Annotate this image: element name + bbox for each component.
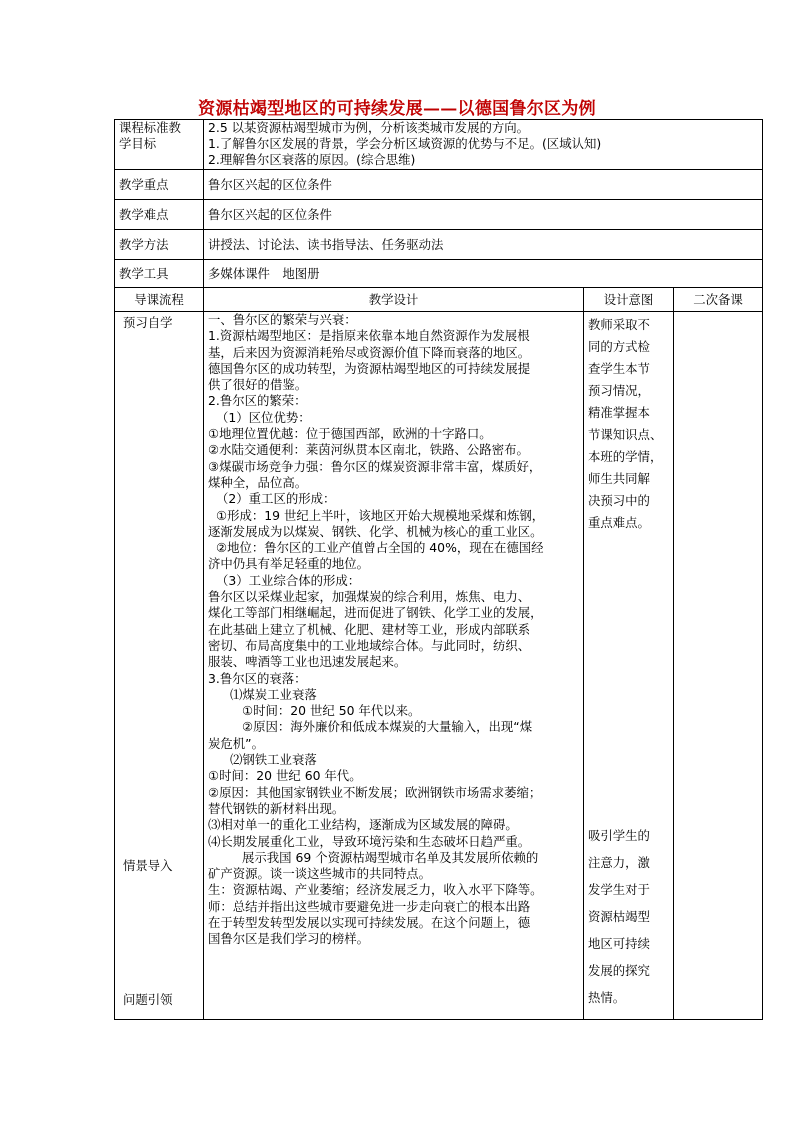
design-line: 密切、布局高度集中的工业地域综合体。与此同时，纺织、 (208, 637, 531, 653)
info-row-difficulty (115, 200, 763, 230)
info-row-key-point (115, 170, 763, 200)
intent-line: 吸引学生的 (588, 828, 650, 843)
design-line: ①时间：20 世纪 60 年代。 (208, 768, 362, 784)
intent-column (584, 312, 674, 1020)
design-line: 在此基础上建立了机械、化肥、建材等工业，形成内部联系 (208, 621, 531, 637)
flow-step-scenario: 情景导入 (123, 858, 173, 873)
design-line: （2）重工区的形成： (216, 491, 336, 507)
design-column (204, 312, 584, 1020)
second-prep-header: 二次备课 (674, 288, 763, 312)
content-row (115, 312, 763, 1020)
design-line: 国鲁尔区是我们学习的榜样。 (208, 931, 370, 947)
design-line: ⑶相对单一的重化工业结构，逐渐成为区域发展的障碍。 (208, 817, 518, 833)
difficulty-label: 教学难点 (115, 200, 204, 230)
design-line: ②地位：鲁尔区的工业产值曾占全国的 40%，现在在德国经 (216, 540, 544, 556)
design-line: 基，后来因为资源消耗殆尽或资源价值下降而衰落的地区。 (208, 344, 531, 360)
intent-line: 注意力，激 (588, 855, 650, 870)
design-line: 一、鲁尔区的繁荣与兴衰： (208, 312, 357, 327)
design-line: ⑷长期发展重化工业，导致环境污染和生态破坏日趋严重。 (208, 833, 531, 849)
tools-content: 多媒体课件 地图册 (204, 260, 763, 288)
design-line: 鲁尔区以采煤业起家，加强煤炭的综合利用，炼焦、电力、 (208, 589, 531, 605)
intent-line: 资源枯竭型 (588, 909, 650, 924)
intent-line: 发学生对于 (588, 882, 650, 897)
intent-line: 发展的探究 (588, 963, 650, 978)
intent-line: 教师采取不 (588, 317, 650, 332)
objectives-label-line: 课程标准教 (119, 120, 181, 135)
flow-step-preview: 预习自学 (123, 315, 173, 330)
design-line: （3）工业综合体的形成： (216, 572, 361, 588)
design-line: 德国鲁尔区的成功转型，为资源枯竭型地区的可持续发展提 (208, 360, 531, 376)
intent-header: 设计意图 (584, 288, 674, 312)
intent-line: 同的方式检 (588, 339, 650, 354)
objectives-line: 1.了解鲁尔区发展的背景，学会分析区域资源的优势与不足。(区域认知) (208, 136, 602, 151)
intent-line: 查学生本节 (588, 361, 650, 376)
intent-line: 师生共同解 (588, 471, 650, 486)
design-line: 济中仍具有举足轻重的地位。 (208, 556, 370, 572)
design-line: ③煤碳市场竞争力强：鲁尔区的煤炭资源非常丰富，煤质好， (208, 458, 542, 474)
key-point-content: 鲁尔区兴起的区位条件 (204, 170, 763, 200)
flow-column (115, 312, 204, 1020)
design-line: 生：资源枯竭、产业萎缩；经济发展乏力，收入水平下降等。 (208, 882, 543, 898)
design-line: 2.鲁尔区的繁荣： (208, 393, 307, 409)
info-row-objectives (115, 120, 763, 170)
tools-label: 教学工具 (115, 260, 204, 288)
design-line: 服装、啤酒等工业也迅速发展起来。 (208, 654, 407, 670)
intent-line: 地区可持续 (588, 936, 650, 951)
header-row (115, 288, 763, 312)
design-line: ⑵钢铁工业衰落 (230, 752, 317, 768)
objectives-label-line: 学目标 (119, 136, 157, 151)
design-line: 替代钢铁的新材料出现。 (208, 800, 345, 816)
design-line: 供了很好的借鉴。 (208, 377, 308, 393)
objectives-content (204, 120, 763, 170)
design-line: 煤种全，品位高。 (208, 474, 308, 490)
objectives-label (115, 120, 204, 170)
design-line: 1.资源枯竭型地区：是指原来依靠本地自然资源作为发展根 (208, 328, 530, 344)
method-label: 教学方法 (115, 230, 204, 260)
page-title: 资源枯竭型地区的可持续发展——以德国鲁尔区为例 (198, 99, 596, 119)
lesson-plan-table (114, 119, 763, 1020)
intent-line: 决预习中的 (588, 493, 650, 508)
design-line: 矿产资源。谈一谈这些城市的共同特点。 (208, 866, 432, 882)
flow-header: 导课流程 (115, 288, 204, 312)
info-row-tools (115, 260, 763, 288)
flow-step-question: 问题引领 (123, 992, 173, 1007)
intent-block-scenario (588, 822, 669, 1011)
design-line: 展示我国 69 个资源枯竭型城市名单及其发展所依赖的 (242, 849, 539, 865)
design-line: ①时间：20 世纪 50 年代以来。 (242, 703, 421, 719)
design-line: 逐渐发展成为以煤炭、钢铁、化学、机械为核心的重工业区。 (208, 523, 543, 539)
design-line: 炭危机”。 (208, 735, 264, 751)
objectives-line: 2.5 以某资源枯竭型城市为例，分析该类城市发展的方向。 (208, 120, 530, 135)
intent-line: 预习情况， (588, 383, 650, 398)
design-line: ②水陆交通便利：莱茵河纵贯本区南北，铁路、公路密布。 (208, 442, 529, 458)
second-prep-column (674, 312, 763, 1020)
intent-block-preview (588, 314, 669, 534)
design-line: 煤化工等部门相继崛起，进而促进了钢铁、化学工业的发展， (208, 605, 543, 621)
objectives-line: 2.理解鲁尔区衰落的原因。(综合思维) (208, 152, 416, 167)
design-line: ①地理位置优越：位于德国西部，欧洲的十字路口。 (208, 426, 492, 442)
design-header: 教学设计 (204, 288, 584, 312)
key-point-label: 教学重点 (115, 170, 204, 200)
method-content: 讲授法、讨论法、读书指导法、任务驱动法 (204, 230, 763, 260)
design-line: （1）区位优势： (216, 409, 311, 425)
design-line: 3.鲁尔区的衰落： (208, 670, 307, 686)
intent-line: 重点难点。 (588, 515, 650, 530)
design-line: ⑴煤炭工业衰落 (230, 686, 317, 702)
design-line: ②原因：海外廉价和低成本煤炭的大量输入，出现“煤 (242, 719, 533, 735)
intent-line: 热情。 (588, 990, 626, 1005)
intent-line: 本班的学情， (588, 449, 663, 464)
difficulty-content: 鲁尔区兴起的区位条件 (204, 200, 763, 230)
info-row-method (115, 230, 763, 260)
design-line: 在于转型发转型发展以实现可持续发展。在这个问题上，德 (208, 914, 531, 930)
design-line: ②原因：其他国家钢铁业不断发展；欧洲钢铁市场需求萎缩； (208, 784, 542, 800)
intent-line: 节课知识点、 (588, 427, 663, 442)
design-line: ①形成：19 世纪上半叶，该地区开始大规模地采煤和炼钢， (216, 507, 545, 523)
intent-line: 精准掌握本 (588, 405, 650, 420)
design-line: 师：总结并指出这些城市要避免进一步走向衰亡的根本出路 (208, 898, 531, 914)
